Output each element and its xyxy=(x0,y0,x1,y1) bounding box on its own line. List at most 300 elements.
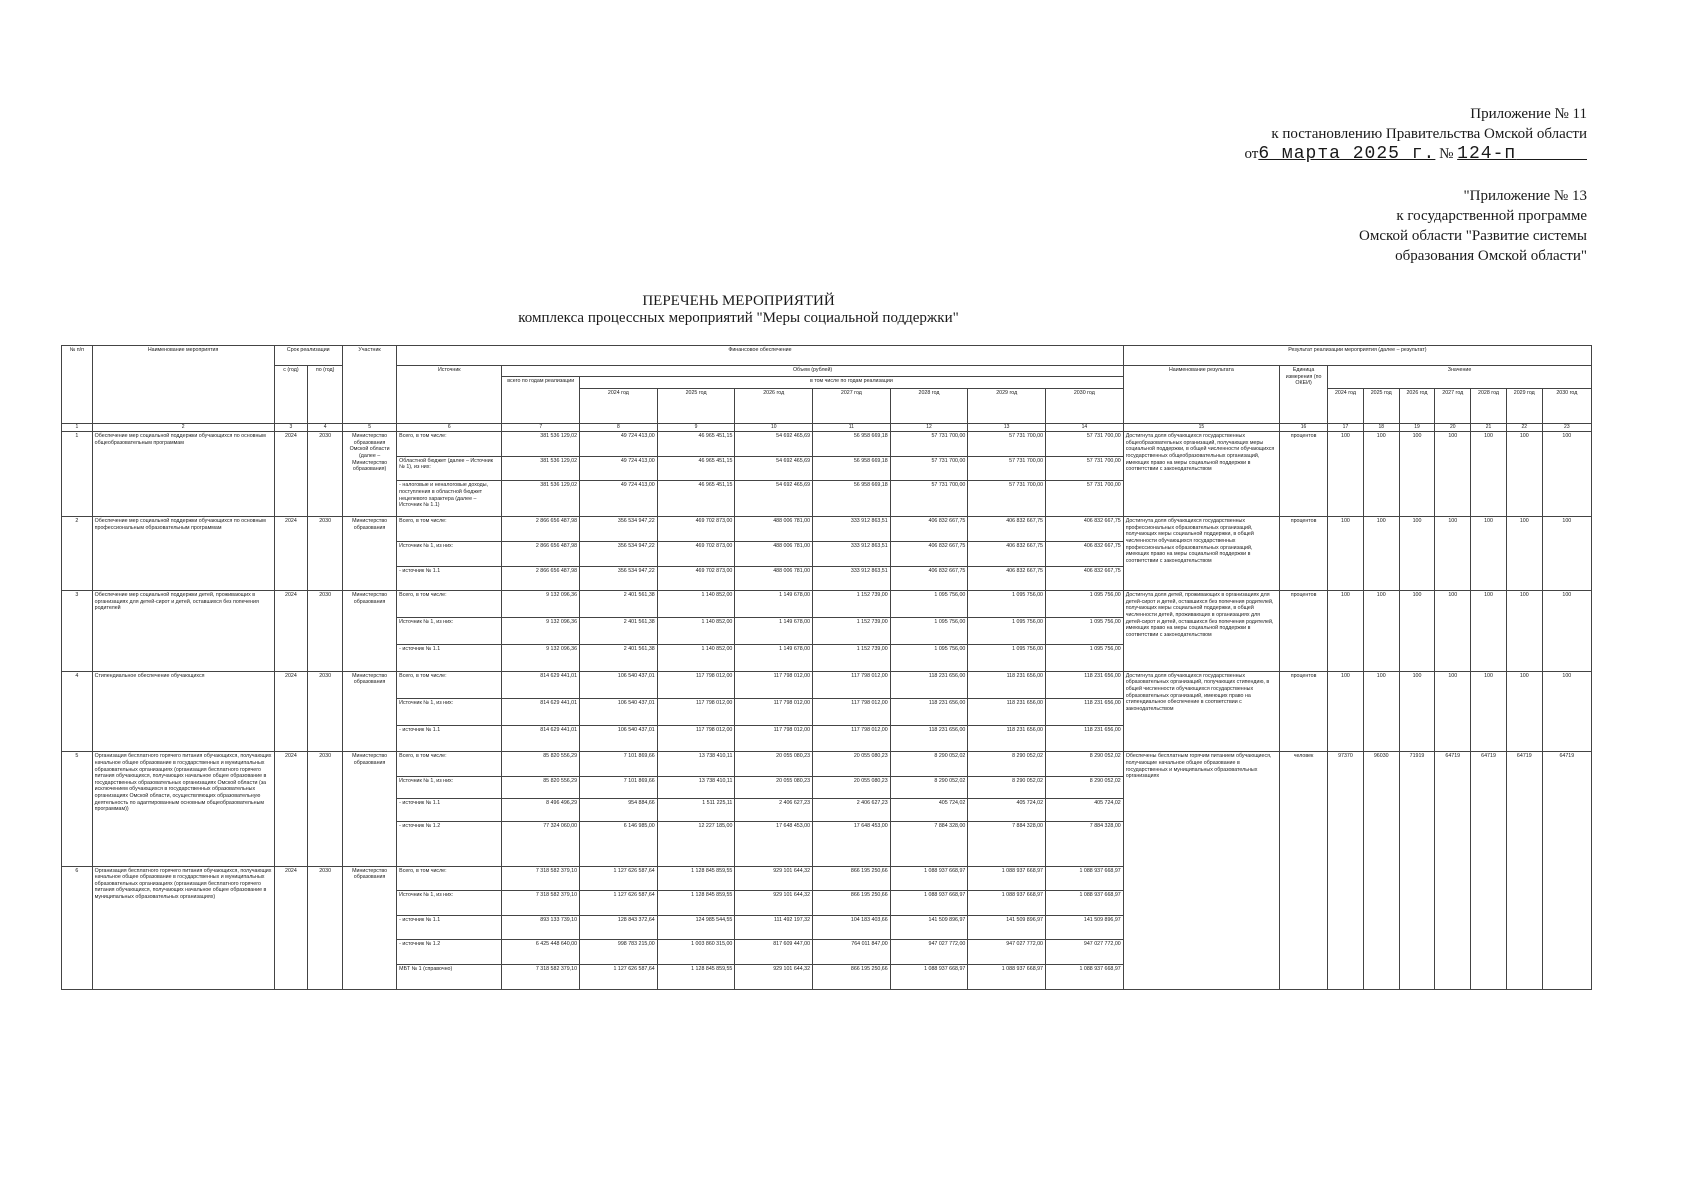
result-unit: человек xyxy=(1280,752,1328,990)
amount-cell: 1 128 845 859,55 xyxy=(657,891,735,916)
amount-cell: 929 101 644,32 xyxy=(735,891,813,916)
amount-cell: 9 132 096,36 xyxy=(502,644,580,671)
amount-cell: 117 798 012,00 xyxy=(735,698,813,725)
measure-participant: Министерство образования xyxy=(343,752,397,866)
amount-cell: 1 152 739,00 xyxy=(813,618,891,645)
amount-cell: 1 128 845 859,55 xyxy=(657,965,735,990)
result-value: 100 xyxy=(1542,591,1591,672)
amount-cell: 406 832 667,75 xyxy=(890,541,968,566)
result-value: 100 xyxy=(1399,432,1435,517)
measure-to: 2030 xyxy=(308,432,343,517)
amount-cell: 46 965 451,15 xyxy=(657,432,735,457)
amount-cell: 1 127 626 587,64 xyxy=(580,891,658,916)
amount-cell: 117 798 012,00 xyxy=(813,698,891,725)
amount-cell: 8 290 052,02 xyxy=(968,752,1046,777)
amount-cell: 118 231 656,00 xyxy=(968,671,1046,698)
source-label: Всего, в том числе: xyxy=(397,866,502,891)
result-name: Обеспечены бесплатным горячим питанием обучающиеся, получающие начальное общее образование в государственных и муниципальных образовательных организациях xyxy=(1123,752,1279,990)
amount-cell: 117 798 012,00 xyxy=(813,725,891,752)
col-year-header: 2029 год xyxy=(968,388,1046,424)
measure-from: 2024 xyxy=(274,517,308,591)
amount-cell: 814 629 441,01 xyxy=(502,671,580,698)
amount-cell: 1 088 937 668,97 xyxy=(890,866,968,891)
amount-cell: 7 884 328,00 xyxy=(1046,821,1124,866)
amount-cell: 118 231 656,00 xyxy=(890,671,968,698)
amount-cell: 49 724 413,00 xyxy=(580,481,658,517)
source-label: - источник № 1.1 xyxy=(397,799,502,821)
source-label: - налоговые и неналоговые доходы, поступления в областной бюджет нецелевого характера (далее – Источник № 1.1) xyxy=(397,481,502,517)
amount-cell: 118 231 656,00 xyxy=(1046,698,1124,725)
col-value-year-header: 2026 год xyxy=(1399,388,1435,424)
amount-cell: 85 820 556,29 xyxy=(502,777,580,799)
amount-cell: 893 133 739,10 xyxy=(502,915,580,940)
source-label: Всего, в том числе: xyxy=(397,591,502,618)
result-value: 100 xyxy=(1363,671,1399,752)
col-number: 18 xyxy=(1363,424,1399,432)
col-number: 1 xyxy=(62,424,93,432)
amount-cell: 2 866 656 487,98 xyxy=(502,566,580,591)
result-value: 100 xyxy=(1506,671,1542,752)
measure-from: 2024 xyxy=(274,866,308,989)
measure-name: Обеспечение мер социальной поддержки обучающихся по основным общеобразовательным программам xyxy=(92,432,274,517)
program-line: Омской области "Развитие системы xyxy=(1359,228,1587,244)
program-line: "Приложение № 13 xyxy=(1463,188,1587,204)
number-prefix: № xyxy=(1439,146,1454,162)
amount-cell: 56 958 669,18 xyxy=(813,432,891,457)
amount-cell: 333 912 863,51 xyxy=(813,566,891,591)
program-line: образования Омской области" xyxy=(1395,248,1587,264)
col-number: 21 xyxy=(1471,424,1507,432)
amount-cell: 2 401 561,38 xyxy=(580,618,658,645)
result-value: 100 xyxy=(1435,517,1471,591)
amount-cell: 333 912 863,51 xyxy=(813,541,891,566)
measure-from: 2024 xyxy=(274,591,308,672)
amount-cell: 57 731 700,00 xyxy=(890,432,968,457)
amount-cell: 1 095 756,00 xyxy=(1046,618,1124,645)
amount-cell: 469 702 873,00 xyxy=(657,517,735,542)
result-value: 100 xyxy=(1363,517,1399,591)
result-unit: процентов xyxy=(1280,517,1328,591)
amount-cell: 1 088 937 668,97 xyxy=(968,965,1046,990)
col-period-header: Срок реализации xyxy=(274,346,342,366)
result-value: 100 xyxy=(1435,591,1471,672)
amount-cell: 117 798 012,00 xyxy=(657,671,735,698)
amount-cell: 57 731 700,00 xyxy=(1046,456,1124,481)
col-number: 12 xyxy=(890,424,968,432)
result-value: 100 xyxy=(1328,517,1364,591)
measure-to: 2030 xyxy=(308,752,343,866)
amount-cell: 817 609 447,00 xyxy=(735,940,813,965)
table-row xyxy=(62,432,1592,457)
document-title: ПЕРЕЧЕНЬ МЕРОПРИЯТИЙ xyxy=(642,293,835,309)
amount-cell: 8 290 052,02 xyxy=(968,777,1046,799)
amount-cell: 17 648 453,00 xyxy=(735,821,813,866)
amount-cell: 469 702 873,00 xyxy=(657,566,735,591)
amount-cell: 13 738 410,11 xyxy=(657,777,735,799)
source-label: - источник № 1.1 xyxy=(397,644,502,671)
amount-cell: 1 128 845 859,55 xyxy=(657,866,735,891)
amount-cell: 54 692 465,69 xyxy=(735,481,813,517)
col-number: 4 xyxy=(308,424,343,432)
amount-cell: 1 127 626 587,64 xyxy=(580,866,658,891)
col-from-header: с (год) xyxy=(274,366,308,424)
col-value-year-header: 2028 год xyxy=(1471,388,1507,424)
amount-cell: 117 798 012,00 xyxy=(813,671,891,698)
amount-cell: 2 401 561,38 xyxy=(580,591,658,618)
amount-cell: 104 183 403,66 xyxy=(813,915,891,940)
source-label: МБТ № 1 (справочно) xyxy=(397,965,502,990)
result-value: 100 xyxy=(1542,517,1591,591)
amount-cell: 7 884 328,00 xyxy=(968,821,1046,866)
result-value: 100 xyxy=(1399,517,1435,591)
amount-cell: 406 832 667,75 xyxy=(968,541,1046,566)
amount-cell: 49 724 413,00 xyxy=(580,456,658,481)
date-prefix: от xyxy=(1244,146,1259,162)
amount-cell: 866 195 250,66 xyxy=(813,965,891,990)
measure-num: 2 xyxy=(62,517,93,591)
source-label: - источник № 1.2 xyxy=(397,940,502,965)
result-value: 100 xyxy=(1471,432,1507,517)
col-number: 2 xyxy=(92,424,274,432)
col-number: 7 xyxy=(502,424,580,432)
amount-cell: 1 149 678,00 xyxy=(735,644,813,671)
amount-cell: 118 231 656,00 xyxy=(1046,671,1124,698)
amount-cell: 1 095 756,00 xyxy=(890,618,968,645)
amount-cell: 57 731 700,00 xyxy=(1046,432,1124,457)
amount-cell: 356 534 947,22 xyxy=(580,517,658,542)
result-value: 100 xyxy=(1399,591,1435,672)
amount-cell: 118 231 656,00 xyxy=(968,698,1046,725)
amount-cell: 814 629 441,01 xyxy=(502,698,580,725)
appendix-label: Приложение № 11 xyxy=(1470,106,1587,122)
col-number: 17 xyxy=(1328,424,1364,432)
col-number: 19 xyxy=(1399,424,1435,432)
col-number: 3 xyxy=(274,424,308,432)
amount-cell: 488 006 781,00 xyxy=(735,566,813,591)
resolution-date: 6 марта 2025 г. xyxy=(1258,144,1436,164)
result-name: Достигнута доля детей, проживающих в организациях для детей-сирот и детей, оставшихся без попечения родителей, получающих меры социальной поддержки, в общей численности детей, проживающих в организациях для детей-сирот и детей, оставшихся без попечения родителей, имеющих право на меры социальной поддержки в соответствии с законодательством xyxy=(1123,591,1279,672)
amount-cell: 118 231 656,00 xyxy=(890,698,968,725)
col-number: 20 xyxy=(1435,424,1471,432)
amount-cell: 54 692 465,69 xyxy=(735,456,813,481)
amount-cell: 1 088 937 668,97 xyxy=(1046,891,1124,916)
result-value: 100 xyxy=(1506,591,1542,672)
amount-cell: 406 832 667,75 xyxy=(968,566,1046,591)
table-row xyxy=(62,671,1592,698)
table-row xyxy=(62,591,1592,618)
col-year-header: 2030 год xyxy=(1046,388,1124,424)
amount-cell: 1 095 756,00 xyxy=(890,591,968,618)
source-label: Источник № 1, из них: xyxy=(397,891,502,916)
amount-cell: 20 055 080,23 xyxy=(735,777,813,799)
amount-cell: 111 492 197,32 xyxy=(735,915,813,940)
amount-cell: 814 629 441,01 xyxy=(502,725,580,752)
measure-participant: Министерство образования xyxy=(343,866,397,989)
result-value: 100 xyxy=(1542,671,1591,752)
measure-num: 3 xyxy=(62,591,93,672)
amount-cell: 2 401 561,38 xyxy=(580,644,658,671)
measure-to: 2030 xyxy=(308,866,343,989)
table-row xyxy=(62,517,1592,542)
col-year-header: 2025 год xyxy=(657,388,735,424)
amount-cell: 406 832 667,75 xyxy=(890,566,968,591)
amount-cell: 405 724,02 xyxy=(1046,799,1124,821)
amount-cell: 117 798 012,00 xyxy=(657,698,735,725)
resolution-date-line xyxy=(1244,144,1587,164)
col-number: 23 xyxy=(1542,424,1591,432)
amount-cell: 406 832 667,75 xyxy=(1046,541,1124,566)
source-label: Источник № 1, из них: xyxy=(397,618,502,645)
result-value: 100 xyxy=(1435,432,1471,517)
amount-cell: 2 406 627,23 xyxy=(735,799,813,821)
amount-cell: 57 731 700,00 xyxy=(968,432,1046,457)
col-number: 13 xyxy=(968,424,1046,432)
result-value: 100 xyxy=(1328,671,1364,752)
col-number: 11 xyxy=(813,424,891,432)
col-number: 15 xyxy=(1123,424,1279,432)
resolution-label: к постановлению Правительства Омской области xyxy=(1271,126,1587,142)
amount-cell: 356 534 947,22 xyxy=(580,566,658,591)
amount-cell: 57 731 700,00 xyxy=(890,481,968,517)
col-value-year-header: 2027 год xyxy=(1435,388,1471,424)
result-value: 100 xyxy=(1471,671,1507,752)
source-label: Всего, в том числе: xyxy=(397,432,502,457)
amount-cell: 57 731 700,00 xyxy=(968,481,1046,517)
amount-cell: 1 003 860 315,00 xyxy=(657,940,735,965)
amount-cell: 381 536 129,02 xyxy=(502,456,580,481)
source-label: Областной бюджет (далее – Источник № 1), из них: xyxy=(397,456,502,481)
amount-cell: 1 149 678,00 xyxy=(735,618,813,645)
measure-to: 2030 xyxy=(308,671,343,752)
amount-cell: 49 724 413,00 xyxy=(580,432,658,457)
measure-name: Обеспечение мер социальной поддержки детей, проживающих в организациях для детей-сирот и детей, оставшихся без попечения родителей xyxy=(92,591,274,672)
col-participant-header: Участник xyxy=(343,346,397,424)
amount-cell: 488 006 781,00 xyxy=(735,517,813,542)
amount-cell: 947 027 772,00 xyxy=(968,940,1046,965)
amount-cell: 57 731 700,00 xyxy=(968,456,1046,481)
amount-cell: 2 866 656 487,98 xyxy=(502,517,580,542)
program-header xyxy=(1359,186,1587,266)
result-value: 100 xyxy=(1471,591,1507,672)
amount-cell: 20 055 080,23 xyxy=(735,752,813,777)
source-label: Источник № 1, из них: xyxy=(397,777,502,799)
col-year-header: 2024 год xyxy=(580,388,658,424)
result-value: 100 xyxy=(1506,517,1542,591)
col-result-group-header: Результат реализации мероприятия (далее – результат) xyxy=(1123,346,1591,366)
amount-cell: 8 290 052,02 xyxy=(890,777,968,799)
measure-participant: Министерство образования Омской области (далее – Министерство образования) xyxy=(343,432,397,517)
amount-cell: 7 318 582 379,10 xyxy=(502,866,580,891)
amount-cell: 106 540 437,01 xyxy=(580,698,658,725)
result-value: 100 xyxy=(1471,517,1507,591)
amount-cell: 117 798 012,00 xyxy=(735,671,813,698)
amount-cell: 85 820 556,29 xyxy=(502,752,580,777)
measure-to: 2030 xyxy=(308,591,343,672)
amount-cell: 764 011 847,00 xyxy=(813,940,891,965)
source-label: - источник № 1.1 xyxy=(397,915,502,940)
amount-cell: 117 798 012,00 xyxy=(657,725,735,752)
amount-cell: 20 055 080,23 xyxy=(813,752,891,777)
amount-cell: 118 231 656,00 xyxy=(890,725,968,752)
amount-cell: 406 832 667,75 xyxy=(968,517,1046,542)
col-number: 14 xyxy=(1046,424,1124,432)
measure-name: Обеспечение мер социальной поддержки обучающихся по основным профессиональным образовательным программам xyxy=(92,517,274,591)
measure-participant: Министерство образования xyxy=(343,591,397,672)
col-name-header: Наименование мероприятия xyxy=(92,346,274,424)
amount-cell: 56 958 669,18 xyxy=(813,481,891,517)
amount-cell: 998 783 215,00 xyxy=(580,940,658,965)
result-value: 100 xyxy=(1328,591,1364,672)
resolution-number: 124-п xyxy=(1457,144,1517,164)
amount-cell: 141 509 896,97 xyxy=(890,915,968,940)
result-value: 100 xyxy=(1363,591,1399,672)
result-value: 64719 xyxy=(1435,752,1471,990)
result-unit: процентов xyxy=(1280,591,1328,672)
amount-cell: 947 027 772,00 xyxy=(1046,940,1124,965)
amount-cell: 406 832 667,75 xyxy=(890,517,968,542)
amount-cell: 6 425 448 640,00 xyxy=(502,940,580,965)
amount-cell: 1 152 739,00 xyxy=(813,591,891,618)
amount-cell: 118 231 656,00 xyxy=(968,725,1046,752)
amount-cell: 7 884 328,00 xyxy=(890,821,968,866)
source-label: - источник № 1.1 xyxy=(397,725,502,752)
measures-table xyxy=(61,345,1592,990)
result-value: 100 xyxy=(1328,432,1364,517)
col-value-year-header: 2025 год xyxy=(1363,388,1399,424)
amount-cell: 124 985 544,55 xyxy=(657,915,735,940)
col-values-header: Значение xyxy=(1328,366,1592,388)
amount-cell: 866 195 250,66 xyxy=(813,891,891,916)
col-num-header: № п/п xyxy=(62,346,93,424)
amount-cell: 8 290 052,02 xyxy=(1046,752,1124,777)
amount-cell: 381 536 129,02 xyxy=(502,481,580,517)
result-name: Достигнута доля обучающихся государственных общеобразовательных организаций, получающих меры социальной поддержки, в общей численности обучающихся государственных общеобразовательных организаций, имеющих право на меры социальной поддержки в соответствии с законодательством xyxy=(1123,432,1279,517)
col-number: 22 xyxy=(1506,424,1542,432)
amount-cell: 333 912 863,51 xyxy=(813,517,891,542)
amount-cell: 7 318 582 379,10 xyxy=(502,965,580,990)
measure-from: 2024 xyxy=(274,432,308,517)
amount-cell: 954 884,66 xyxy=(580,799,658,821)
col-year-header: 2026 год xyxy=(735,388,813,424)
amount-cell: 7 101 869,66 xyxy=(580,777,658,799)
amount-cell: 1 127 626 587,64 xyxy=(580,965,658,990)
measure-from: 2024 xyxy=(274,671,308,752)
amount-cell: 405 724,02 xyxy=(968,799,1046,821)
col-number: 10 xyxy=(735,424,813,432)
col-result-name-header: Наименование результата xyxy=(1123,366,1279,424)
amount-cell: 1 088 937 668,97 xyxy=(890,891,968,916)
amount-cell: 1 095 756,00 xyxy=(968,591,1046,618)
amount-cell: 405 724,02 xyxy=(890,799,968,821)
col-by-years-header: в том числе по годам реализации xyxy=(580,377,1124,388)
measure-num: 4 xyxy=(62,671,93,752)
amount-cell: 1 088 937 668,97 xyxy=(1046,965,1124,990)
amount-cell: 7 101 869,66 xyxy=(580,752,658,777)
result-value: 97370 xyxy=(1328,752,1364,990)
result-value: 64719 xyxy=(1471,752,1507,990)
measure-participant: Министерство образования xyxy=(343,671,397,752)
amount-cell: 56 958 669,18 xyxy=(813,456,891,481)
amount-cell: 9 132 096,36 xyxy=(502,618,580,645)
source-label: - источник № 1.1 xyxy=(397,566,502,591)
amount-cell: 1 140 852,00 xyxy=(657,618,735,645)
result-value: 71919 xyxy=(1399,752,1435,990)
resolution-header xyxy=(1244,104,1587,164)
amount-cell: 1 511 225,11 xyxy=(657,799,735,821)
col-source-header: Источник xyxy=(397,366,502,424)
amount-cell: 117 798 012,00 xyxy=(735,725,813,752)
amount-cell: 6 146 985,00 xyxy=(580,821,658,866)
result-value: 100 xyxy=(1363,432,1399,517)
result-value: 100 xyxy=(1435,671,1471,752)
measure-to: 2030 xyxy=(308,517,343,591)
amount-cell: 46 965 451,15 xyxy=(657,456,735,481)
result-unit: процентов xyxy=(1280,671,1328,752)
result-value: 64719 xyxy=(1542,752,1591,990)
amount-cell: 77 324 060,00 xyxy=(502,821,580,866)
source-label: Всего, в том числе: xyxy=(397,671,502,698)
amount-cell: 1 095 756,00 xyxy=(968,644,1046,671)
col-number: 6 xyxy=(397,424,502,432)
amount-cell: 866 195 250,66 xyxy=(813,866,891,891)
col-number: 5 xyxy=(343,424,397,432)
program-line: к государственной программе xyxy=(1396,208,1587,224)
amount-cell: 8 496 496,29 xyxy=(502,799,580,821)
amount-cell: 128 843 372,64 xyxy=(580,915,658,940)
result-name: Достигнута доля обучающихся государственных профессиональных образовательных организаций, получающих меры социальной поддержки, в общей численности обучающихся государственных профессиональных образовательных организаций, имеющих право на меры социальной поддержки в соответствии с законодательством xyxy=(1123,517,1279,591)
amount-cell: 1 149 678,00 xyxy=(735,591,813,618)
amount-cell: 1 095 756,00 xyxy=(1046,591,1124,618)
amount-cell: 929 101 644,32 xyxy=(735,866,813,891)
measure-num: 1 xyxy=(62,432,93,517)
result-value: 64719 xyxy=(1506,752,1542,990)
measure-name: Организация бесплатного горячего питания обучающихся, получающих начальное общее образование в государственных и муниципальных образовательных организациях (организация бесплатного горячего питания обучающихся, получающих начальное общее образование в муниципальных образовательных организациях) xyxy=(92,866,274,989)
amount-cell: 1 088 937 668,97 xyxy=(968,866,1046,891)
amount-cell: 7 318 582 379,10 xyxy=(502,891,580,916)
amount-cell: 8 290 052,02 xyxy=(890,752,968,777)
amount-cell: 54 692 465,69 xyxy=(735,432,813,457)
amount-cell: 118 231 656,00 xyxy=(1046,725,1124,752)
amount-cell: 141 509 896,97 xyxy=(968,915,1046,940)
amount-cell: 947 027 772,00 xyxy=(890,940,968,965)
result-value: 100 xyxy=(1542,432,1591,517)
amount-cell: 106 540 437,01 xyxy=(580,671,658,698)
col-financing-header: Финансовое обеспечение xyxy=(397,346,1124,366)
result-value: 96030 xyxy=(1363,752,1399,990)
amount-cell: 929 101 644,32 xyxy=(735,965,813,990)
col-volume-header: Объем (рублей) xyxy=(502,366,1123,377)
amount-cell: 406 832 667,75 xyxy=(1046,566,1124,591)
amount-cell: 488 006 781,00 xyxy=(735,541,813,566)
col-value-year-header: 2024 год xyxy=(1328,388,1364,424)
result-name: Достигнута доля обучающихся государственных образовательных организаций, получающих стипендию, в общей численности обучающихся государственных образовательных организаций, имеющих право на стипендиальное обеспечение в соответствии с законодательством xyxy=(1123,671,1279,752)
col-to-header: по (год) xyxy=(308,366,343,424)
amount-cell: 1 088 937 668,97 xyxy=(890,965,968,990)
amount-cell: 57 731 700,00 xyxy=(1046,481,1124,517)
amount-cell: 13 738 410,11 xyxy=(657,752,735,777)
col-number: 9 xyxy=(657,424,735,432)
amount-cell: 356 534 947,22 xyxy=(580,541,658,566)
amount-cell: 381 536 129,02 xyxy=(502,432,580,457)
col-value-year-header: 2030 год xyxy=(1542,388,1591,424)
measure-num: 6 xyxy=(62,866,93,989)
result-value: 100 xyxy=(1506,432,1542,517)
amount-cell: 1 140 852,00 xyxy=(657,591,735,618)
amount-cell: 46 965 451,15 xyxy=(657,481,735,517)
amount-cell: 469 702 873,00 xyxy=(657,541,735,566)
col-number: 8 xyxy=(580,424,658,432)
col-total-header: всего по годам реализации xyxy=(502,377,580,424)
